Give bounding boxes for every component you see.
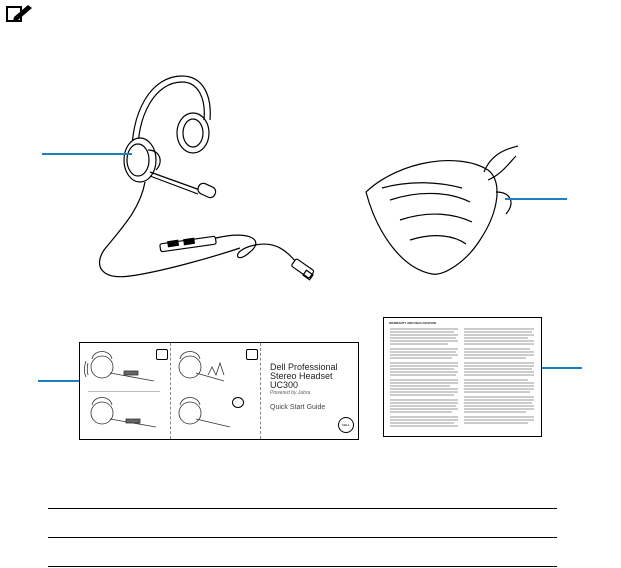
callout-line-pouch bbox=[505, 198, 567, 200]
note-pencil-icon bbox=[6, 4, 34, 24]
carrying-pouch-illustration bbox=[360, 140, 530, 280]
callout-line-headset bbox=[42, 153, 132, 155]
quick-start-title-line1: Dell Professional bbox=[270, 362, 338, 372]
power-icon bbox=[156, 349, 168, 360]
warranty-declaration-sheet bbox=[383, 317, 542, 437]
warranty-body-text bbox=[388, 327, 538, 433]
usage-sketch-1 bbox=[84, 347, 168, 387]
table-rule-middle bbox=[48, 537, 557, 538]
callout-line-warranty bbox=[540, 367, 582, 369]
callout-line-quick-start bbox=[38, 380, 80, 382]
quick-start-subtitle: Powered by Jabra bbox=[270, 390, 311, 396]
usage-sketch-2 bbox=[84, 395, 168, 435]
usage-sketch-4 bbox=[174, 395, 258, 435]
table-rule-top bbox=[48, 508, 557, 509]
volume-icon bbox=[246, 349, 258, 360]
table-rule-bottom bbox=[48, 566, 557, 567]
dell-logo bbox=[338, 417, 354, 433]
usage-sketch-3 bbox=[174, 347, 258, 387]
warranty-heading: WARRANTY AND DECLARATION bbox=[389, 321, 436, 325]
quick-start-title-line2: Stereo Headset UC300 bbox=[270, 371, 333, 390]
quick-start-guide-label: Quick Start Guide bbox=[270, 404, 326, 411]
dell-logo-text: DELL bbox=[342, 423, 350, 427]
mute-icon bbox=[232, 397, 244, 408]
quick-start-guide-card bbox=[79, 342, 359, 440]
headset-illustration bbox=[90, 70, 330, 295]
